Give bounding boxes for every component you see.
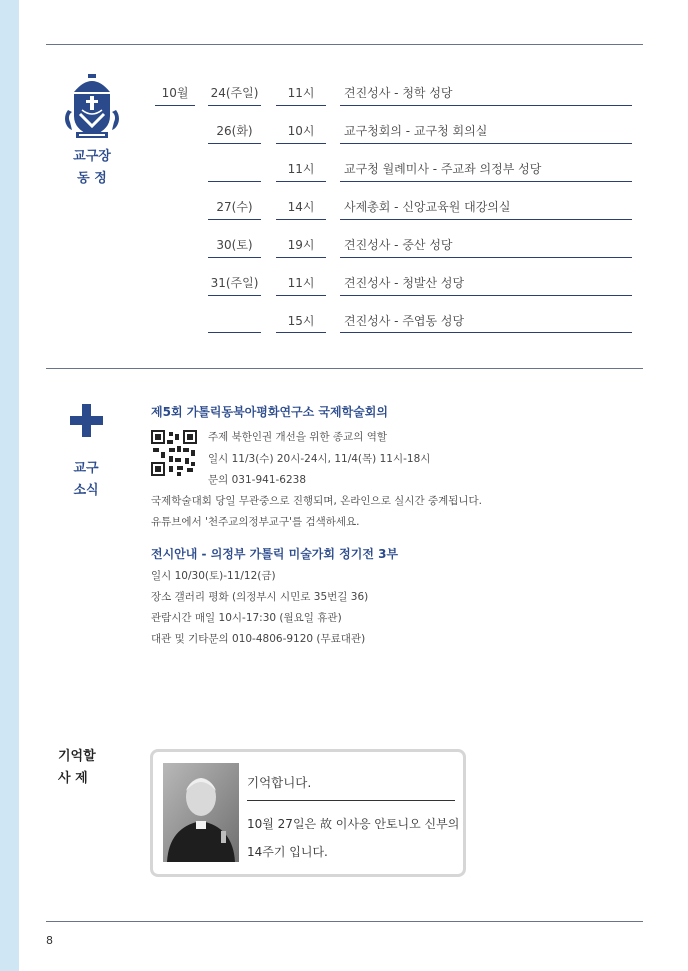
day-cell: 26(화) — [216, 124, 253, 138]
section-label-remembrance — [58, 746, 110, 790]
news2-date: 일시 10/30(토)-11/12(금) — [151, 570, 276, 582]
time-underline — [276, 332, 326, 333]
day-cell: 30(토) — [216, 238, 253, 252]
time-cell: 11시 — [287, 86, 315, 100]
cross-icon-bar — [70, 416, 103, 425]
priest-portrait-image — [163, 763, 239, 862]
event-underline — [340, 257, 632, 258]
page-number: 8 — [46, 934, 53, 947]
event-underline — [340, 105, 632, 106]
time-underline — [276, 181, 326, 182]
time-cell: 11시 — [287, 162, 315, 176]
day-underline — [208, 143, 261, 144]
day-underline — [208, 105, 261, 106]
day-underline — [208, 219, 261, 220]
qr-code-icon[interactable] — [151, 430, 197, 476]
day-cell: 27(수) — [216, 200, 253, 214]
event-cell: 사제총회 - 신앙교육원 대강의실 — [344, 200, 511, 214]
news1-theme: 주제 북한인권 개선을 위한 종교의 역할 — [208, 431, 387, 443]
news1-note1: 국제학술대회 당일 무관중으로 진행되며, 온라인으로 실시간 중계됩니다. — [151, 495, 482, 507]
section-label-diocese-news — [60, 458, 112, 502]
event-cell: 견진성사 - 청발산 성당 — [344, 276, 465, 290]
event-cell: 교구청 월례미사 - 주교좌 의정부 성당 — [344, 162, 542, 176]
time-underline — [276, 219, 326, 220]
event-underline — [340, 181, 632, 182]
time-cell: 10시 — [287, 124, 315, 138]
time-underline — [276, 105, 326, 106]
day-underline — [208, 257, 261, 258]
day-underline — [208, 295, 261, 296]
day-cell: 31(주일) — [210, 276, 259, 290]
top-divider — [46, 44, 643, 45]
memorial-line2: 14주기 입니다. — [247, 845, 328, 859]
section-label-line1: 기억할 — [58, 749, 96, 764]
section-label-line1: 교구장 — [73, 149, 111, 164]
news1-title: 제5회 가톨릭동북아평화연구소 국제학술회의 — [151, 405, 388, 419]
event-cell: 견진성사 - 중산 성당 — [344, 238, 453, 252]
event-underline — [340, 332, 632, 333]
event-underline — [340, 143, 632, 144]
bishop-crest-icon — [62, 70, 122, 142]
month-underline — [155, 105, 195, 106]
time-cell: 15시 — [287, 314, 315, 328]
event-underline — [340, 295, 632, 296]
news1-note2: 유튜브에서 '천주교의정부교구'를 검색하세요. — [151, 516, 360, 528]
time-underline — [276, 257, 326, 258]
news2-hours: 관람시간 매일 10시-17:30 (월요일 휴관) — [151, 612, 342, 624]
time-cell: 11시 — [287, 276, 315, 290]
time-cell: 14시 — [287, 200, 315, 214]
memorial-heading: 기억합니다. — [247, 775, 312, 790]
day-underline — [208, 181, 261, 182]
news1-datetime: 일시 11/3(수) 20시-24시, 11/4(목) 11시-18시 — [208, 453, 431, 465]
time-underline — [276, 295, 326, 296]
time-cell: 19시 — [287, 238, 315, 252]
section-label-line2: 사 제 — [58, 771, 88, 786]
news2-place: 장소 갤러리 평화 (의정부시 시민로 35번길 36) — [151, 591, 369, 603]
event-cell: 견진성사 - 청학 성당 — [344, 86, 453, 100]
day-underline — [208, 332, 261, 333]
event-cell: 교구청회의 - 교구청 회의실 — [344, 124, 488, 138]
event-underline — [340, 219, 632, 220]
memorial-divider — [247, 800, 455, 801]
memorial-line1: 10월 27일은 故 이사응 안토니오 신부의 — [247, 817, 460, 831]
section-divider — [46, 368, 643, 369]
section-label-line1: 교구 — [73, 461, 99, 476]
bottom-divider — [46, 921, 643, 922]
time-underline — [276, 143, 326, 144]
day-cell: 24(주일) — [210, 86, 259, 100]
section-label-bishop-schedule — [64, 146, 120, 190]
event-cell: 견진성사 - 주엽동 성당 — [344, 314, 465, 328]
side-color-strip — [0, 0, 19, 971]
month-cell: 10월 — [161, 86, 189, 100]
section-label-line2: 동 정 — [77, 171, 107, 186]
news1-contact: 문의 031-941-6238 — [208, 474, 307, 486]
section-label-line2: 소식 — [73, 483, 99, 498]
news2-rental: 대관 및 기타문의 010-4806-9120 (무료대관) — [151, 633, 366, 645]
news2-title: 전시안내 - 의정부 가톨릭 미술가회 정기전 3부 — [151, 547, 399, 561]
